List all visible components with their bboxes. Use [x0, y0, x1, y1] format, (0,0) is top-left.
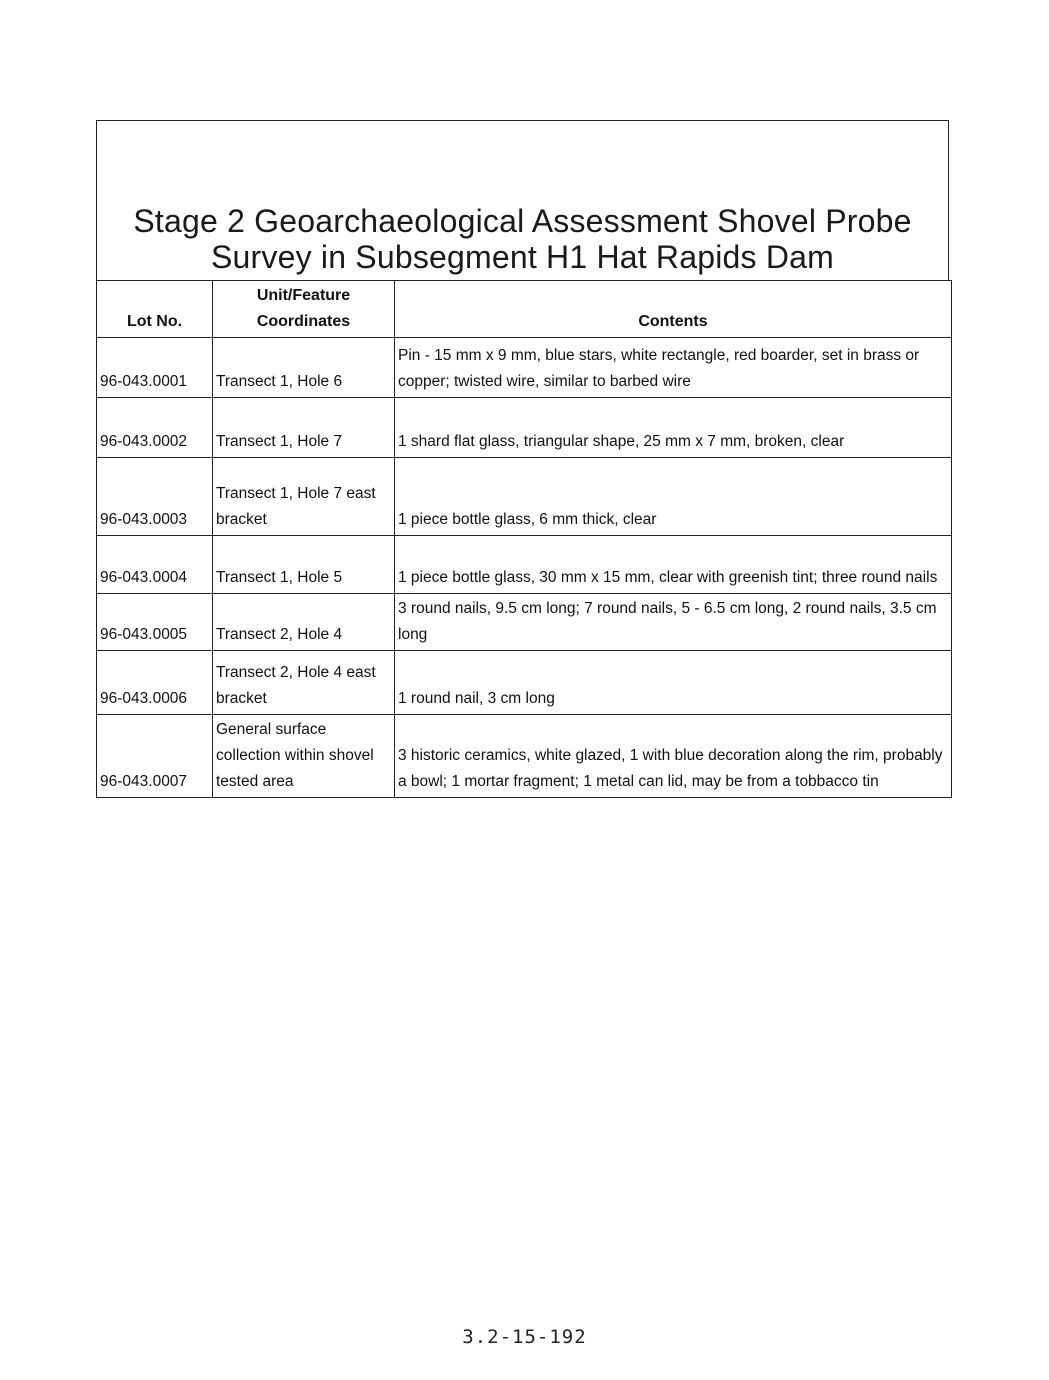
- header-lot-no: Lot No.: [97, 281, 213, 338]
- table-row: [97, 651, 952, 715]
- artifact-table: [96, 280, 952, 798]
- cell-unit: Transect 1, Hole 5: [213, 536, 395, 594]
- cell-lot-no: 96-043.0003: [97, 458, 213, 536]
- cell-contents: 1 piece bottle glass, 6 mm thick, clear: [395, 458, 952, 536]
- table-row: [97, 594, 952, 651]
- title-box: [96, 120, 949, 280]
- cell-contents: 1 piece bottle glass, 30 mm x 15 mm, clear with greenish tint; three round nails: [395, 536, 952, 594]
- cell-unit: Transect 2, Hole 4: [213, 594, 395, 651]
- cell-contents: Pin - 15 mm x 9 mm, blue stars, white rectangle, red boarder, set in brass or copper; twisted wire, similar to barbed wire: [395, 338, 952, 398]
- cell-contents: 3 historic ceramics, white glazed, 1 with blue decoration along the rim, probably a bowl; 1 mortar fragment; 1 metal can lid, may be from a tobbacco tin: [395, 715, 952, 798]
- document-title: Stage 2 Geoarchaeological Assessment Shovel Probe Survey in Subsegment H1 Hat Rapids Dam: [133, 203, 912, 275]
- cell-lot-no: 96-043.0001: [97, 338, 213, 398]
- cell-unit: Transect 1, Hole 7: [213, 398, 395, 458]
- cell-lot-no: 96-043.0006: [97, 651, 213, 715]
- cell-lot-no: 96-043.0002: [97, 398, 213, 458]
- table-header-row: [97, 281, 952, 338]
- document-frame: [96, 120, 951, 790]
- table-row: [97, 398, 952, 458]
- table-row: [97, 338, 952, 398]
- cell-contents: 1 round nail, 3 cm long: [395, 651, 952, 715]
- cell-unit: Transect 2, Hole 4 east bracket: [213, 651, 395, 715]
- cell-contents: 1 shard flat glass, triangular shape, 25 mm x 7 mm, broken, clear: [395, 398, 952, 458]
- cell-lot-no: 96-043.0004: [97, 536, 213, 594]
- cell-unit: Transect 1, Hole 7 east bracket: [213, 458, 395, 536]
- table-row: [97, 536, 952, 594]
- cell-unit: General surface collection within shovel tested area: [213, 715, 395, 798]
- cell-lot-no: 96-043.0007: [97, 715, 213, 798]
- cell-lot-no: 96-043.0005: [97, 594, 213, 651]
- cell-contents: 3 round nails, 9.5 cm long; 7 round nails, 5 - 6.5 cm long, 2 round nails, 3.5 cm long: [395, 594, 952, 651]
- page-number: 3.2-15-192: [462, 1326, 587, 1348]
- table-row: [97, 715, 952, 798]
- header-unit-feature: Unit/Feature Coordinates: [213, 281, 395, 338]
- cell-unit: Transect 1, Hole 6: [213, 338, 395, 398]
- header-contents: Contents: [395, 281, 952, 338]
- table-row: [97, 458, 952, 536]
